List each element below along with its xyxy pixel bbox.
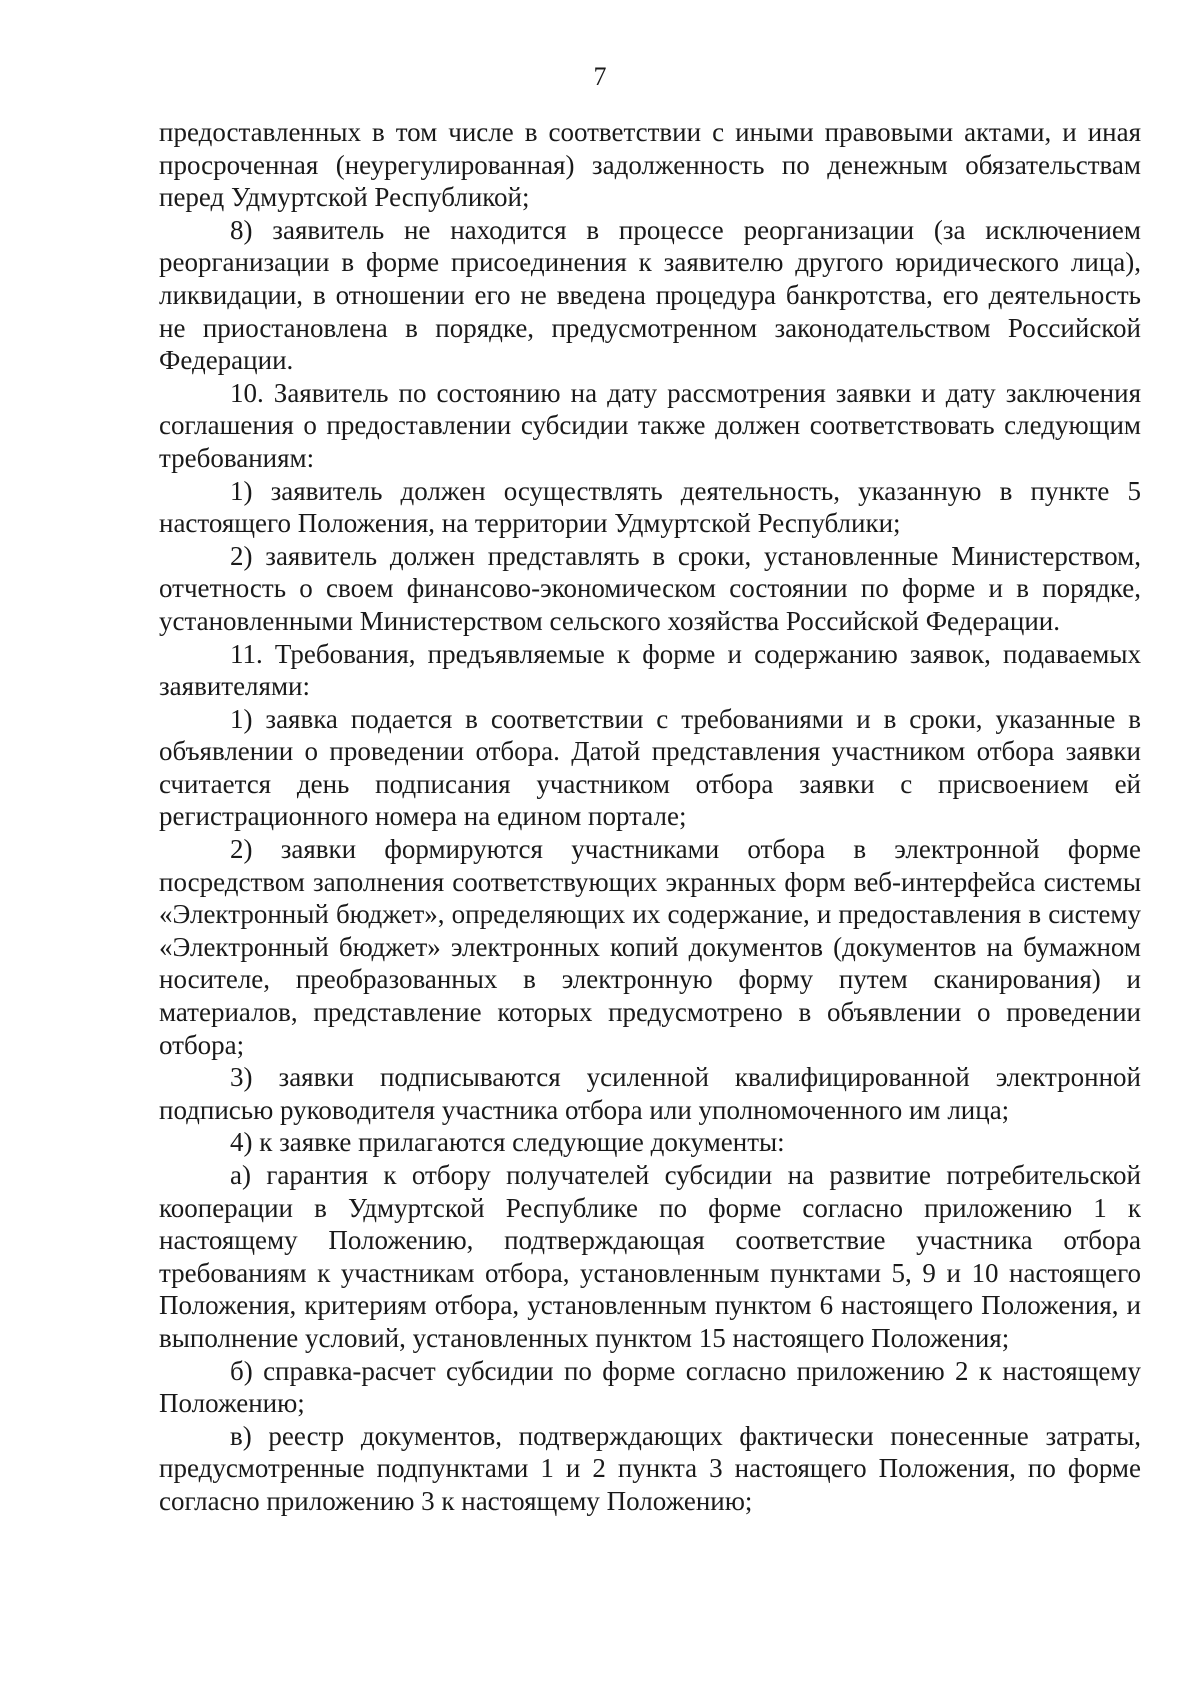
paragraph: 1) заявка подается в соответствии с требованиями и в сроки, указанные в объявлении о проведении отбора. Датой представления участником отбора заявки считается день подписания участником отбора заявки с присвоением ей регистрационного номера на едином портале;: [159, 703, 1141, 832]
page-number: 7: [593, 62, 607, 91]
paragraph: 11. Требования, предъявляемые к форме и содержанию заявок, подаваемых заявителями:: [159, 638, 1141, 702]
document-body: [159, 116, 1141, 1518]
paragraph: предоставленных в том числе в соответствии с иными правовыми актами, и иная просроченная (неурегулированная) задолженность по денежным обязательствам перед Удмуртской Республикой;: [159, 117, 1141, 213]
paragraph: в) реестр документов, подтверждающих фактически понесенные затраты, предусмотренные подпунктами 1 и 2 пункта 3 настоящего Положения, по форме согласно приложению 3 к настоящему Положению;: [159, 1420, 1141, 1516]
paragraph: а) гарантия к отбору получателей субсидии на развитие потребительской кооперации в Удмуртской Республике по форме согласно приложению 1 к настоящему Положению, подтверждающая соответствие участника отбора требованиям к участникам отбора, установленным пунктами 5, 9 и 10 настоящего Положения, критериям отбора, установленным пунктом 6 настоящего Положения, и выполнение условий, установленных пунктом 15 настоящего Положения;: [159, 1160, 1141, 1353]
paragraph: 1) заявитель должен осуществлять деятельность, указанную в пункте 5 настоящего Положения, на территории Удмуртской Республики;: [159, 475, 1141, 539]
paragraph: 3) заявки подписываются усиленной квалифицированной электронной подписью руководителя участника отбора или уполномоченного им лица;: [159, 1062, 1141, 1125]
paragraph: 8) заявитель не находится в процессе реорганизации (за исключением реорганизации в форме присоединения к заявителю другого юридического лица), ликвидации, в отношении его не введена процедура банкротства, его деятельность не приостановлена в порядке, предусмотренном законодательством Российской Федерации.: [159, 214, 1141, 376]
paragraph: б) справка-расчет субсидии по форме согласно приложению 2 к настоящему Положению;: [159, 1355, 1141, 1419]
paragraph: 2) заявки формируются участниками отбора в электронной форме посредством заполнения соответствующих экранных форм веб-интерфейса системы «Электронный бюджет», определяющих их содержание, и предоставления в систему «Электронный бюджет» электронных копий документов (документов на бумажном носителе, преобразованных в электронную форму путем сканирования) и материалов, представление которых предусмотрено в объявлении о проведении отбора;: [159, 834, 1141, 1060]
paragraph: 4) к заявке прилагаются следующие документы:: [230, 1127, 785, 1158]
paragraph: 10. Заявитель по состоянию на дату рассмотрения заявки и дату заключения соглашения о предоставлении субсидии также должен соответствовать следующим требованиям:: [159, 377, 1141, 473]
paragraph: 2) заявитель должен представлять в сроки, установленные Министерством, отчетность о своем финансово-экономическом состоянии по форме и в порядке, установленными Министерством сельского хозяйства Российской Федерации.: [159, 540, 1141, 636]
